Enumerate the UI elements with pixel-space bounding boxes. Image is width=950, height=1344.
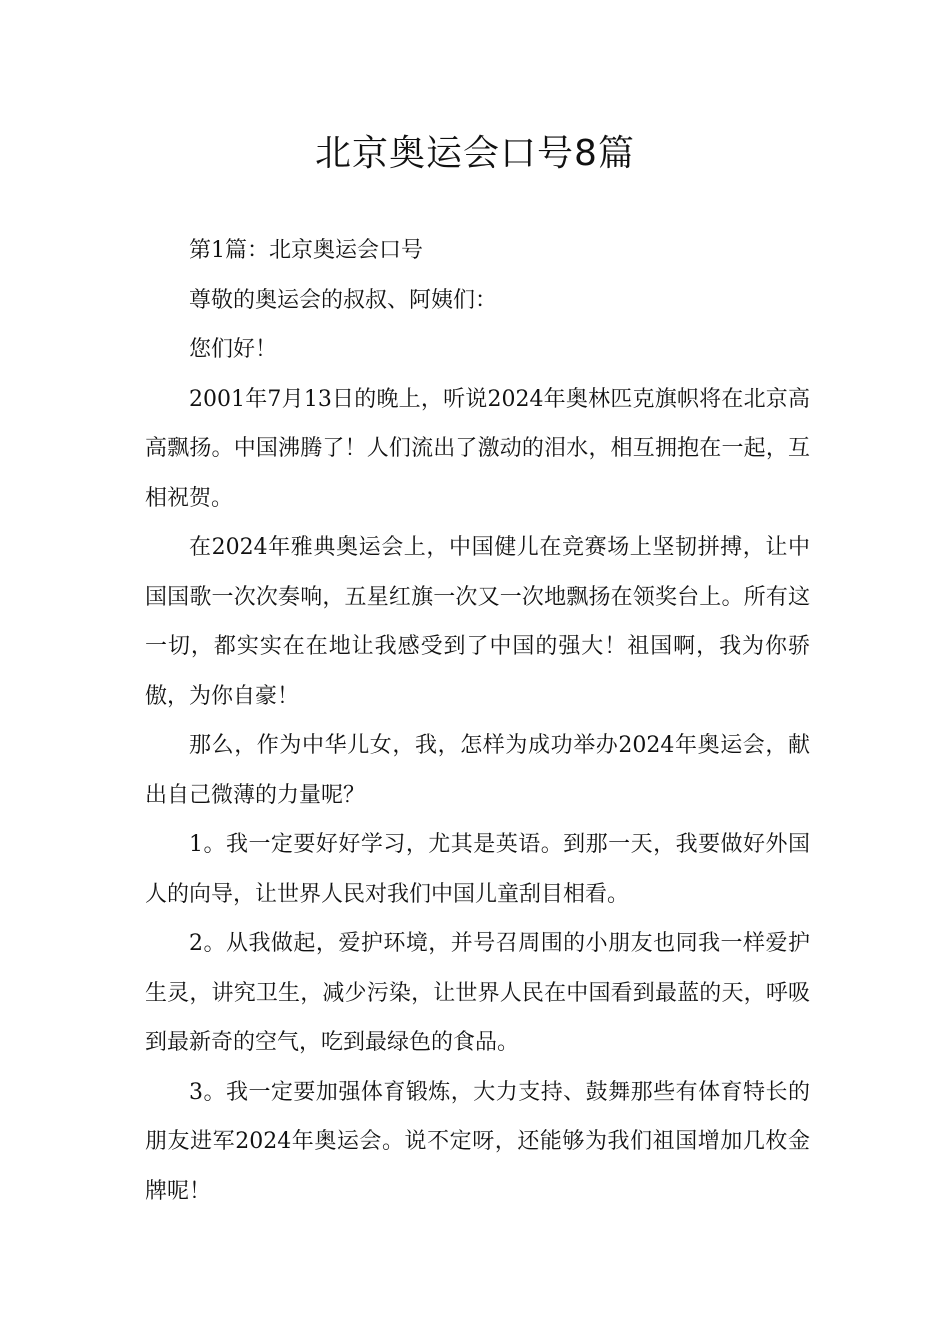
paragraph: 在2024年雅典奥运会上，中国健儿在竞赛场上坚韧拼搏，让中国国歌一次次奏响，五星红旗一次又一次地飘扬在领奖台上。所有这一切，都实实在在地让我感受到了中国的强大！祖国啊，我为你骄傲，为你自豪！ [145,535,810,709]
paragraph-list-item: 2。从我做起，爱护环境，并号召周围的小朋友也同我一样爱护生灵，讲究卫生，减少污染，让世界人民在中国看到最蓝的天，呼吸到最新奇的空气，吃到最绿色的食品。 [145,931,810,1055]
paragraph-salutation: 尊敬的奥运会的叔叔、阿姨们： [189,287,498,313]
paragraph: 那么，作为中华儿女，我，怎样为成功举办2024年奥运会，献出自己微薄的力量呢？ [145,733,810,808]
paragraph-list-item: 1。我一定要好好学习，尤其是英语。到那一天，我要做好外国人的向导，让世界人民对我们中国儿童刮目相看。 [145,832,810,907]
paragraph-section-heading: 第1篇：北京奥运会口号 [189,238,423,263]
paragraph-greeting: 您们好！ [189,337,278,362]
paragraph-list-item: 3。我一定要加强体育锻炼，大力支持、鼓舞那些有体育特长的朋友进军2024年奥运会。说不定呀，还能够为我们祖国增加几枚金牌呢！ [145,1079,810,1204]
paragraph: 2001年7月13日的晚上，听说2024年奥林匹克旗帜将在北京高高飘扬。中国沸腾了！人们流出了激动的泪水，相互拥抱在一起，互相祝贺。 [145,386,810,511]
document-title: 北京奥运会口号8篇 [315,133,635,174]
document-body [145,226,810,1216]
